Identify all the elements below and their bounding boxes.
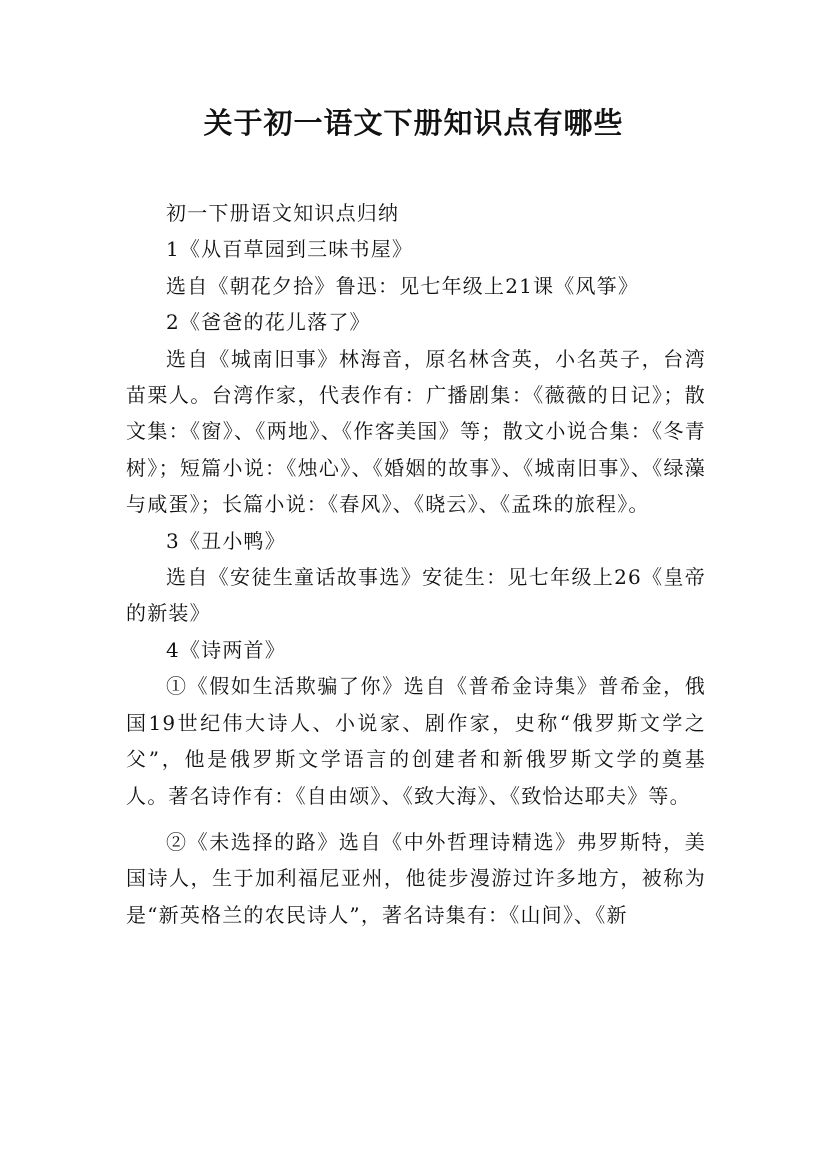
lesson-heading-2: 2《爸爸的花儿落了》	[166, 310, 371, 335]
lesson-note-1: 选自《朝花夕拾》鲁迅：见七年级上21课《风筝》	[166, 273, 640, 298]
poem-note-1: ①《假如生活欺骗了你》选自《普希金诗集》普希金，俄国19世纪伟大诗人、小说家、剧作家，史称“俄罗斯文学之父”，他是俄罗斯文学语言的创建者和新俄罗斯文学的奠基人。著名诗作有：《自由颂》、《致大海》、《致恰达耶夫》等。	[126, 674, 706, 808]
document-title: 关于初一语文下册知识点有哪些	[203, 106, 624, 140]
lesson-heading-1: 1《从百草园到三味书屋》	[166, 237, 414, 262]
lesson-note-2: 选自《城南旧事》林海音，原名林含英，小名英子，台湾苗栗人。台湾作家，代表作有：广播剧集：《薇薇的日记》；散文集：《窗》、《两地》、《作客美国》等；散文小说合集：《冬青树》；短篇小说：《烛心》、《婚姻的故事》、《城南旧事》、《绿藻与咸蛋》；长篇小说：《春风》、《晓云》、《孟珠的旅程》。	[126, 346, 706, 517]
lesson-note-3: 选自《安徒生童话故事选》安徒生：见七年级上26《皇帝的新装》	[126, 565, 706, 626]
document-body	[126, 195, 706, 933]
section-heading: 初一下册语文知识点归纳	[166, 201, 400, 225]
lesson-heading-3: 3《丑小鸭》	[166, 528, 286, 553]
poem-note-2: ②《未选择的路》选自《中外哲理诗精选》弗罗斯特，美国诗人，生于加利福尼亚州，他徒步漫游过许多地方，被称为是“新英格兰的农民诗人”，著名诗集有：《山间》、《新	[126, 829, 706, 927]
lesson-heading-4: 4《诗两首》	[166, 637, 286, 662]
